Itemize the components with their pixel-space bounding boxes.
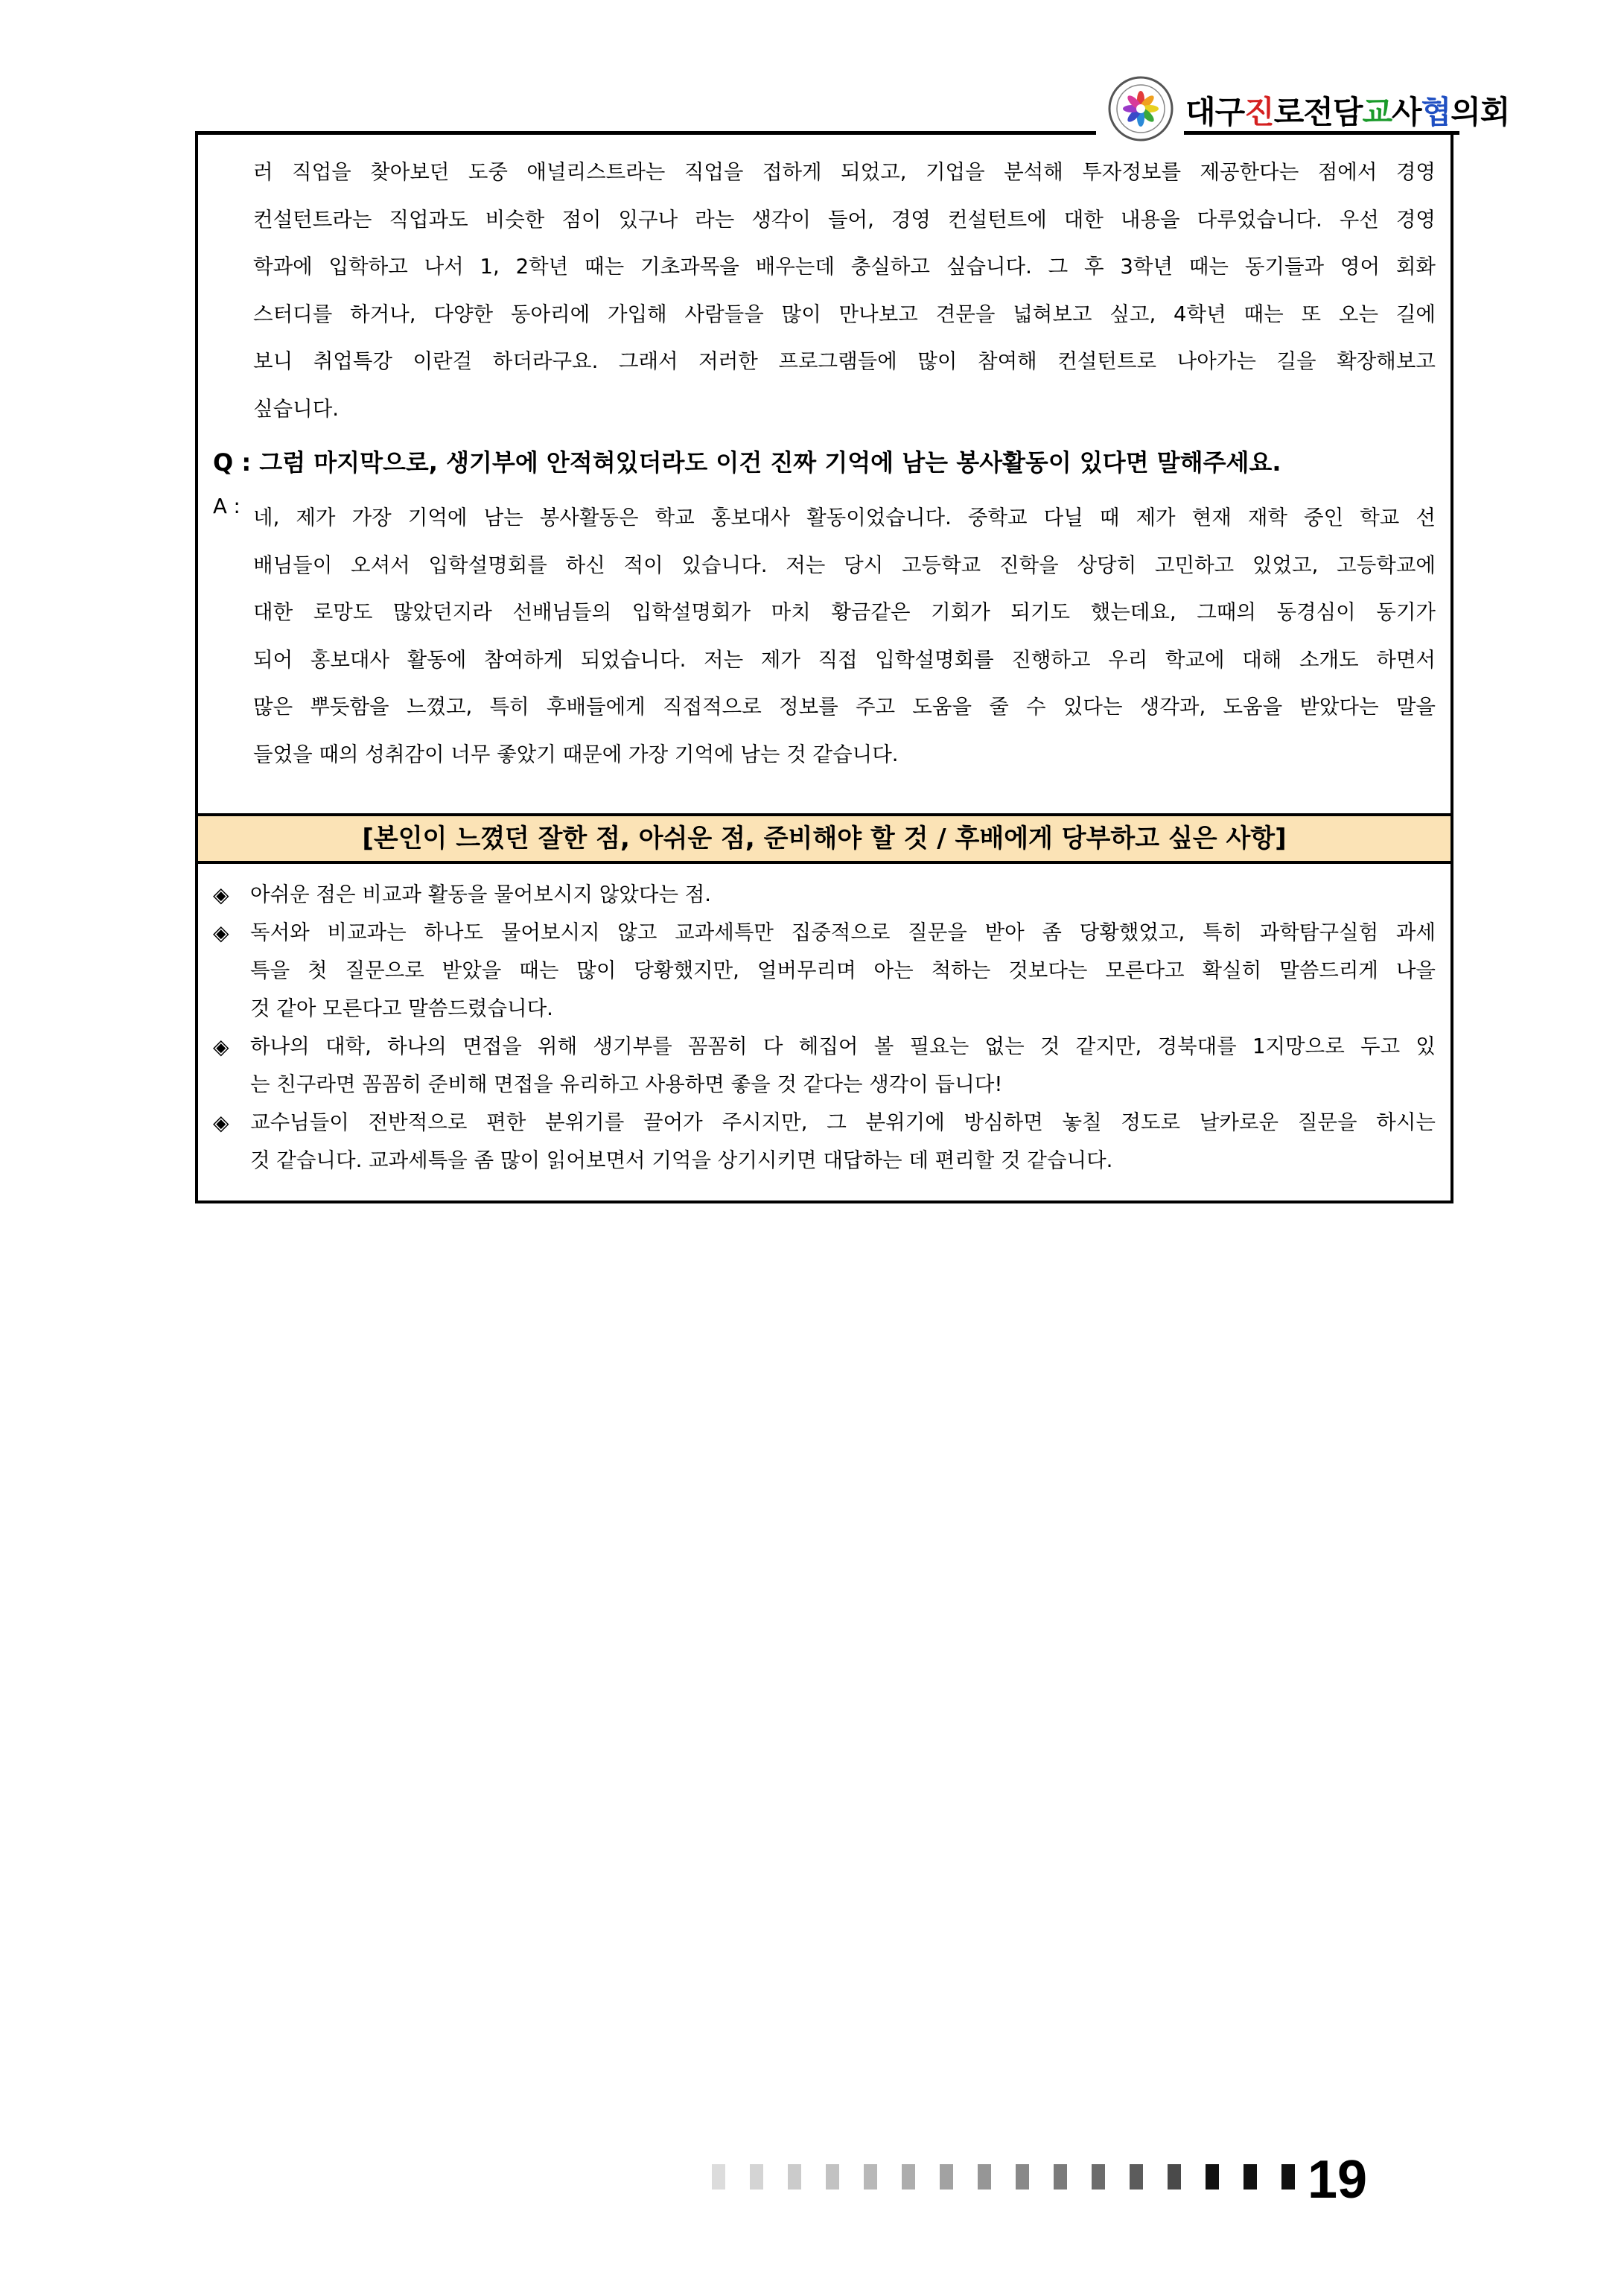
footer-block	[1168, 2164, 1181, 2190]
answer-line: 학과에 입학하고 나서 1, 2학년 때는 기초과목을 배우는데 충실하고 싶습니다. 그 후 3학년 때는 동기들과 영어 회화	[253, 255, 1436, 279]
footer-block	[826, 2164, 839, 2190]
association-seal-icon	[1106, 74, 1175, 143]
list-item: ◈ 하나의 대학, 하나의 면접을 위해 생기부를 꼼꼼히 다 헤집어 볼 필요는 없는 것 같지만, 경북대를 1지망으로 두고 있 는 친구라면 꼼꼼히 준비해 면접을 유리하고 사용하면 좋을 것 같다는 생각이 듭니다!	[213, 1028, 1436, 1104]
answer-line: 많은 뿌듯함을 느꼈고, 특히 후배들에게 직접적으로 정보를 주고 도움을 줄 수 있다는 생각과, 도움을 받았다는 말을	[253, 695, 1436, 719]
answer-line: 네, 제가 가장 기억에 남는 봉사활동은 학교 홍보대사 활동이었습니다. 중학교 다닐 때 제가 현재 재학 중인 학교 선	[253, 506, 1436, 530]
footer-block	[750, 2164, 763, 2190]
footer-block	[1054, 2164, 1067, 2190]
footer-block	[788, 2164, 801, 2190]
answer-line: 러 직업을 찾아보던 도중 애널리스트라는 직업을 접하게 되었고, 기업을 분석해 투자정보를 제공한다는 점에서 경영	[253, 160, 1436, 184]
answer	[253, 495, 1436, 778]
answer-line: 스터디를 하거나, 다양한 동아리에 가입해 사람들을 많이 만나보고 견문을 넓혀보고 싶고, 4학년 때는 또 오는 길에	[253, 302, 1436, 326]
answer-line: 들었을 때의 성취감이 너무 좋았기 때문에 가장 기억에 남는 것 같습니다.	[253, 742, 899, 766]
reflection-list	[213, 876, 1436, 1180]
diamond-bullet-icon: ◈	[213, 920, 229, 945]
answer-line: 되어 홍보대사 활동에 참여하게 되었습니다. 저는 제가 직접 입학설명회를 진행하고 우리 학교에 대해 소개도 하면서	[253, 647, 1436, 672]
footer-block	[902, 2164, 915, 2190]
question: Q : 그럼 마지막으로, 생기부에 안적혀있더라도 이건 진짜 기억에 남는 봉사활동이 있다면 말해주세요.	[213, 448, 1281, 477]
list-item: ◈ 독서와 비교과는 하나도 물어보시지 않고 교과세특만 집중적으로 질문을 받아 좀 당황했었고, 특히 과학탐구실험 과세 특을 첫 질문으로 받았을 때는 많이 당황했지만, 얼버무리며 아는 척하는 것보다는 모른다고 확실히 말씀드리게 나을 것 같아 모른다고 말씀드렸습니다.	[213, 914, 1436, 1028]
continued-answer	[253, 149, 1436, 433]
list-item: ◈ 교수님들이 전반적으로 편한 분위기를 끌어가 주시지만, 그 분위기에 방심하면 놓칠 정도로 날카로운 질문을 하시는 것 같습니다. 교과세특을 좀 많이 읽어보면서 기억을 상기시키면 대답하는 데 편리할 것 같습니다.	[213, 1104, 1436, 1180]
answer-line: 싶습니다.	[253, 396, 340, 421]
list-item: ◈ 아쉬운 점은 비교과 활동을 물어보시지 않았다는 점.	[213, 876, 1436, 914]
footer-block	[1016, 2164, 1029, 2190]
answer-line: 컨설턴트라는 직업과도 비슷한 점이 있구나 라는 생각이 들어, 경영 컨설턴트에 대한 내용을 다루었습니다. 우선 경영	[253, 207, 1436, 232]
answer-prefix: A :	[213, 495, 241, 518]
footer-block	[1281, 2164, 1295, 2190]
footer-block	[1092, 2164, 1105, 2190]
footer-block	[978, 2164, 991, 2190]
answer-line: 보니 취업특강 이란걸 하더라구요. 그래서 저러한 프로그램들에 많이 참여해 컨설턴트로 나아가는 길을 확장해보고	[253, 349, 1436, 373]
diamond-bullet-icon: ◈	[213, 1110, 229, 1135]
page-number: 19	[1308, 2150, 1368, 2210]
footer-block	[1130, 2164, 1143, 2190]
footer-block	[864, 2164, 877, 2190]
answer-line: 배님들이 오셔서 입학설명회를 하신 적이 있습니다. 저는 당시 고등학교 진학을 상당히 고민하고 있었고, 고등학교에	[253, 553, 1436, 577]
footer-block	[1244, 2164, 1257, 2190]
organization-name: 대구진로전담교사협의회	[1185, 94, 1510, 130]
footer-block	[712, 2164, 725, 2190]
footer-block	[1206, 2164, 1219, 2190]
diamond-bullet-icon: ◈	[213, 1034, 229, 1059]
footer-block	[940, 2164, 953, 2190]
section-title: [본인이 느꼈던 잘한 점, 아쉬운 점, 준비해야 할 것 / 후배에게 당부하고 싶은 사항]	[198, 816, 1451, 864]
diamond-bullet-icon: ◈	[213, 883, 229, 907]
answer-line: 대한 로망도 많았던지라 선배님들의 입학설명회가 마치 황금같은 기회가 되기도 했는데요, 그때의 동경심이 동기가	[253, 600, 1436, 624]
